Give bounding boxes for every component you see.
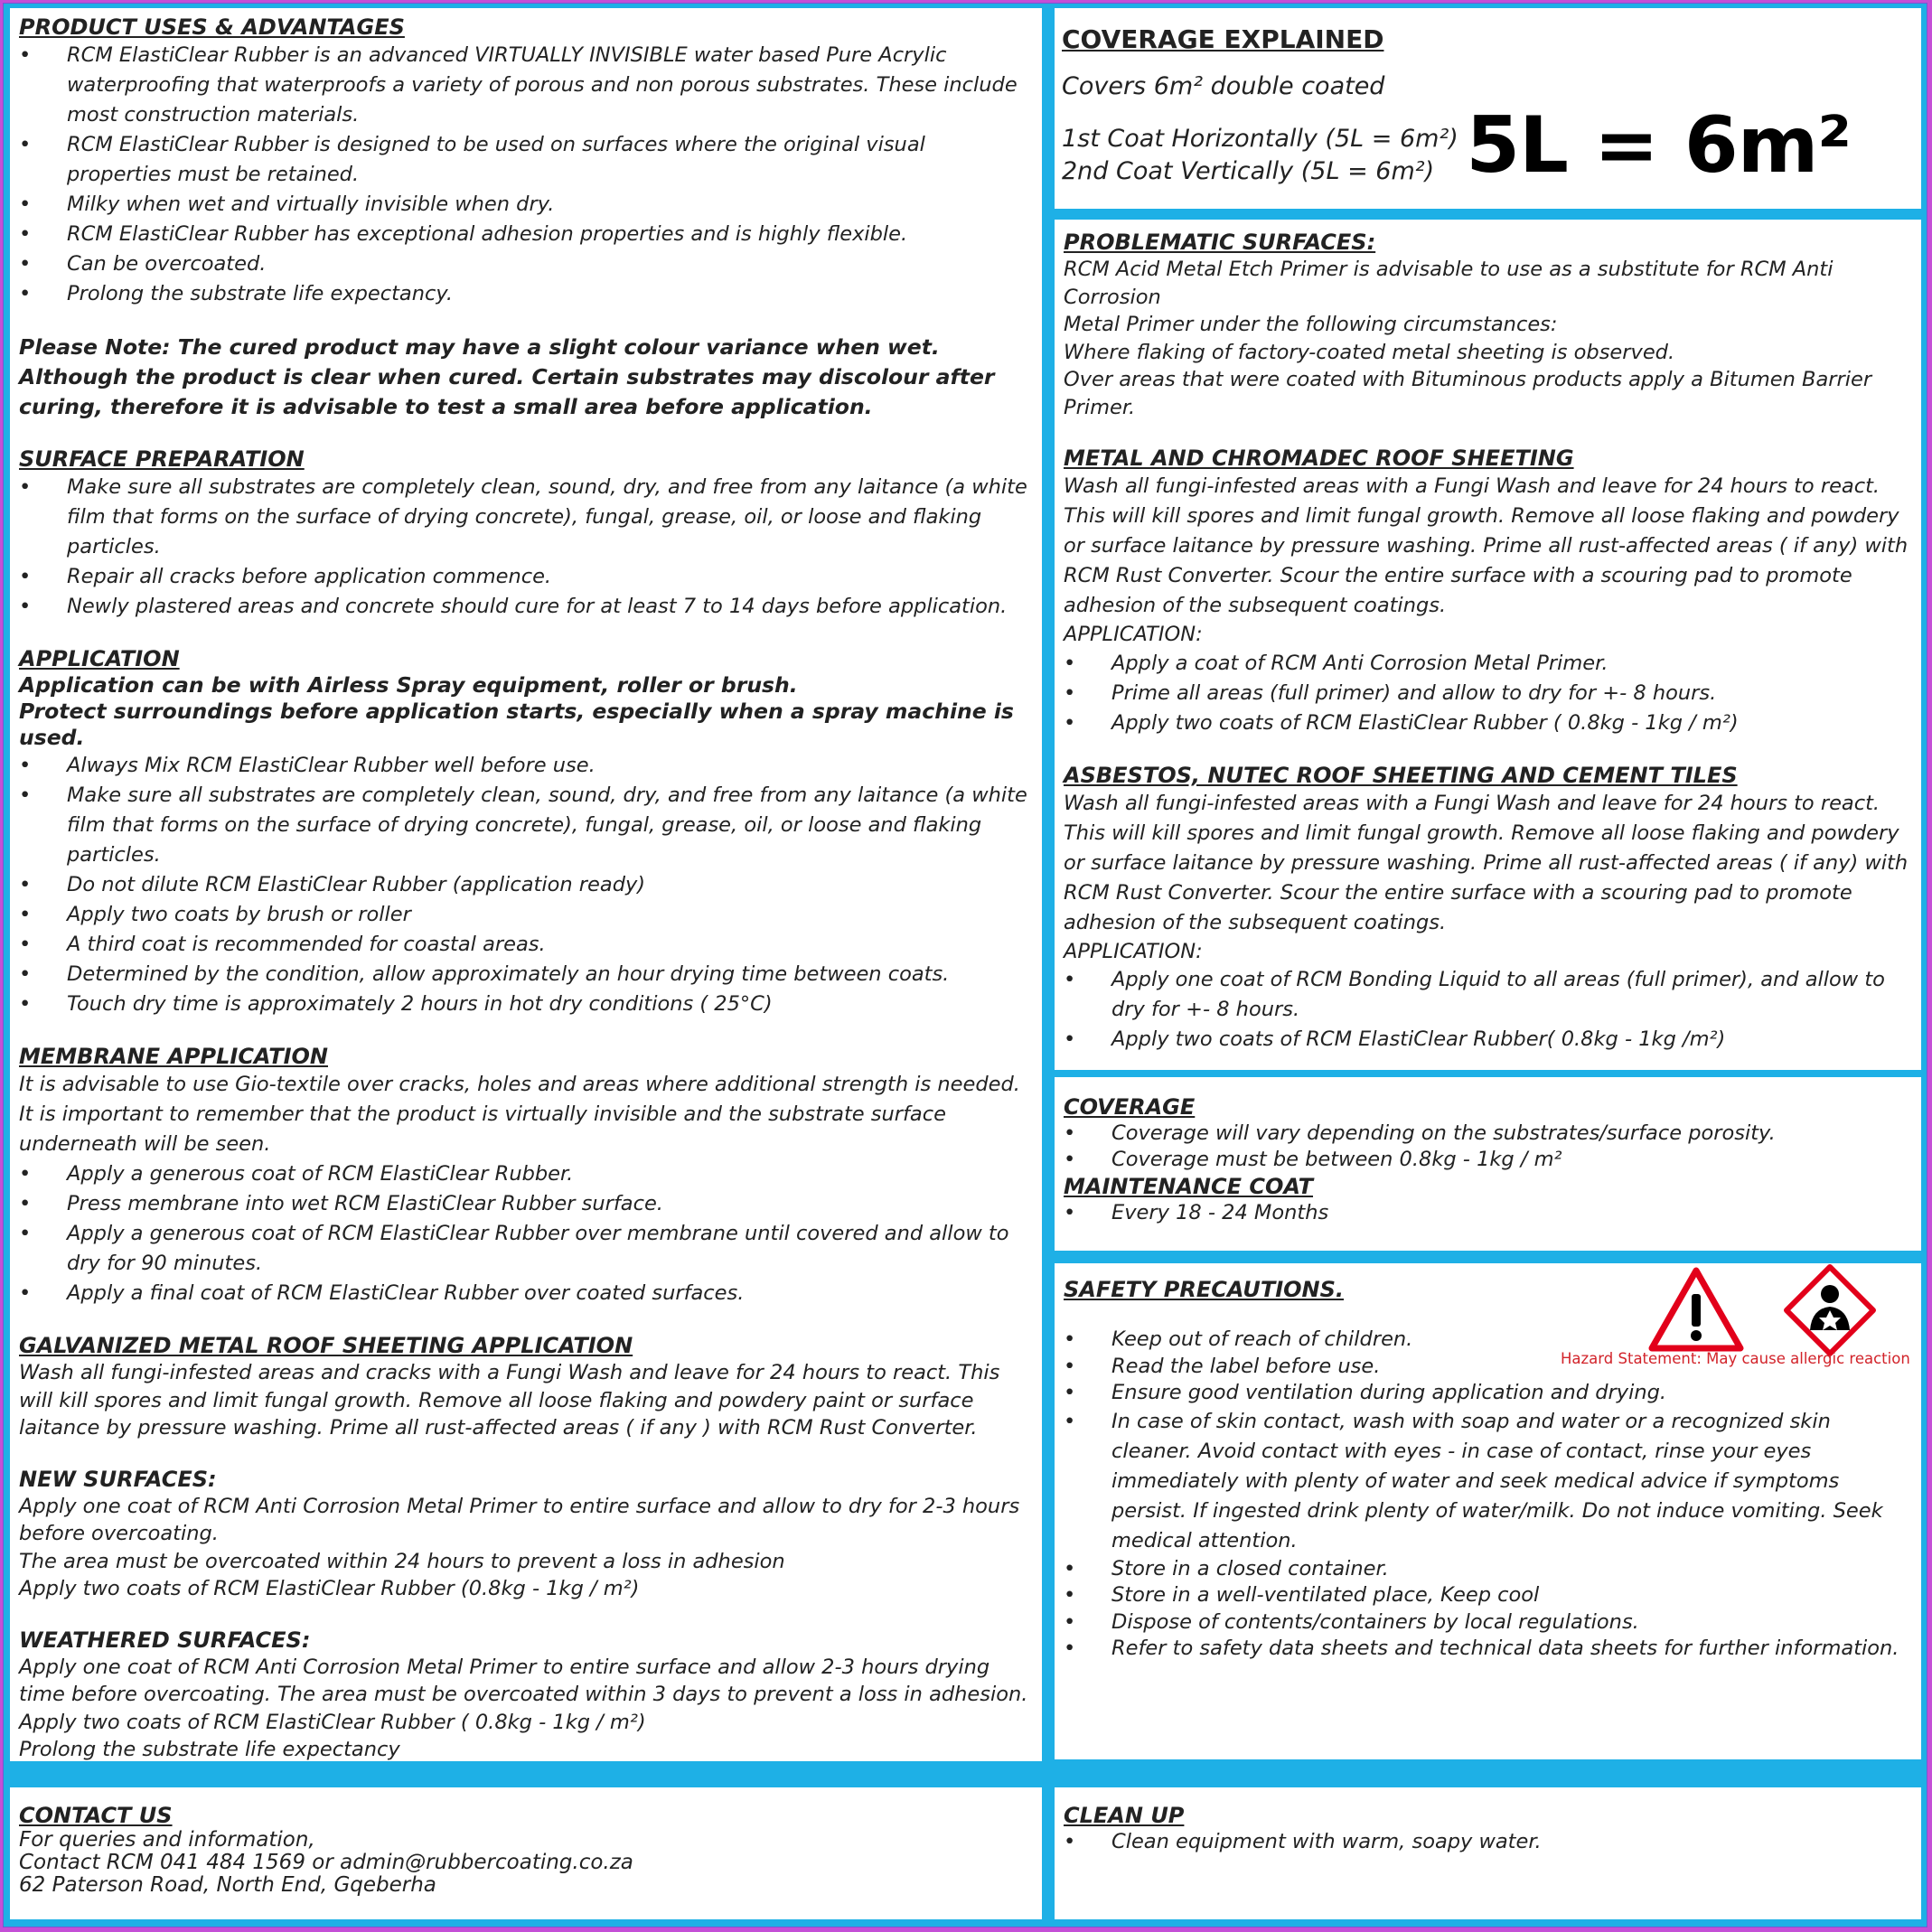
list-item: • Coverage will vary depending on the substrates/surface porosity. — [1064, 1121, 1912, 1147]
spacer — [1064, 738, 1912, 762]
list-item: • Can be overcoated. — [19, 249, 1033, 279]
new-surfaces-line: Apply one coat of RCM Anti Corrosion Metal Primer to entire surface and allow to dry for 2-3 hours before overcoating. — [19, 1494, 1020, 1545]
safety-panel — [1055, 1263, 1921, 1759]
list-item: • Always Mix RCM ElastiClear Rubber well before use. — [19, 751, 1033, 781]
metal-roof-heading: METAL AND CHROMADEC ROOF SHEETING — [1064, 445, 1574, 471]
problematic-line: Metal Primer under the following circumstances: — [1064, 313, 1558, 336]
coverage-line: 2nd Coat Vertically (5L = 6m²) — [1062, 157, 1435, 185]
metal-roof-text: Wash all fungi-infested areas with a Fungi Wash and leave for 24 hours to react. This will kill spores and limit fungal growth. Remove all loose flaking and powdery or surface laitance by pressure washing. Prime all rust-affected areas ( if any) with RCM Rust Converter. Scour the entire surface with a scouring pad to promote adhesion of the subsequent coatings. — [1064, 474, 1909, 617]
cleanup-list — [1064, 1829, 1912, 1854]
list-item: • RCM ElastiClear Rubber is designed to be used on surfaces where the original visual properties must be retained. — [19, 130, 1033, 190]
contact-panel — [10, 1787, 1042, 1919]
coverage-panel — [1055, 1077, 1921, 1251]
list-item: • Apply two coats of RCM ElastiClear Rubber( 0.8kg - 1kg /m²) — [1064, 1025, 1912, 1055]
spacer — [19, 309, 1033, 333]
application-list — [19, 751, 1033, 1019]
list-item: • Apply two coats of RCM ElastiClear Rubber ( 0.8kg - 1kg / m²) — [1064, 708, 1912, 738]
application-heading: APPLICATION — [19, 646, 180, 671]
membrane-intro: It is advisable to use Gio-textile over cracks, holes and areas where additional strength is needed. It is important to remember that the product is virtually invisible and the substrate surface underneath will be seen. — [19, 1073, 1020, 1156]
new-surfaces-heading: NEW SURFACES: — [19, 1466, 217, 1492]
galvanized-heading: GALVANIZED METAL ROOF SHEETING APPLICATION — [19, 1333, 633, 1358]
weathered-line: Apply one coat of RCM Anti Corrosion Metal Primer to entire surface and allow 2-3 hours drying time before overcoating. The area must be overcoated within 3 days to prevent a loss in adhesion. — [19, 1655, 1028, 1706]
list-item: • Newly plastered areas and concrete should cure for at least 7 to 14 days before application. — [19, 592, 1033, 622]
list-item: • Repair all cracks before application commence. — [19, 562, 1033, 592]
spacer — [1064, 421, 1912, 445]
health-hazard-icon — [1783, 1263, 1877, 1357]
membrane-list — [19, 1159, 1033, 1308]
problematic-panel — [1055, 220, 1921, 1070]
product-uses-heading: PRODUCT USES & ADVANTAGES — [19, 14, 405, 40]
list-item: • Do not dilute RCM ElastiClear Rubber (application ready) — [19, 870, 1033, 900]
list-item: • Make sure all substrates are completely clean, sound, dry, and free from any laitance (a white film that forms on the surface of drying concrete), fungal, grease, oil, or loose and flaking particles. — [19, 781, 1033, 870]
coverage-list — [1064, 1121, 1912, 1173]
list-item: • Every 18 - 24 Months — [1064, 1200, 1912, 1226]
list-item: • Apply a coat of RCM Anti Corrosion Metal Primer. — [1064, 649, 1912, 679]
metal-roof-app-label: APPLICATION: — [1064, 623, 1203, 646]
hazard-statement: Hazard Statement: May cause allergic reaction — [1561, 1350, 1910, 1367]
coverage-explained-heading: COVERAGE EXPLAINED — [1062, 24, 1384, 54]
list-item: • Ensure good ventilation during application and drying. — [1064, 1380, 1912, 1407]
maintenance-heading: MAINTENANCE COAT — [1064, 1174, 1314, 1199]
coverage-line: Covers 6m² double coated — [1062, 72, 1385, 100]
contact-line: Contact RCM 041 484 1569 or admin@rubbercoating.co.za — [19, 1851, 633, 1874]
weathered-heading: WEATHERED SURFACES: — [19, 1627, 311, 1653]
coverage-big-figure: 5L = 6m² — [1466, 100, 1851, 191]
list-item: • Apply a generous coat of RCM ElastiClear Rubber over membrane until covered and allow to dry for 90 minutes. — [19, 1219, 1033, 1279]
please-note: Please Note: The cured product may have a slight colour variance when wet. Although the product is clear when cured. Certain substrates may discolour after curing, therefore it is advisable to test a small area before application. — [19, 334, 995, 419]
weathered-line: Prolong the substrate life expectancy — [19, 1738, 400, 1761]
application-bold-1: Application can be with Airless Spray equipment, roller or brush. — [19, 672, 798, 698]
problematic-line: Where flaking of factory-coated metal sheeting is observed. — [1064, 340, 1675, 364]
list-item: • Make sure all substrates are completely clean, sound, dry, and free from any laitance (a white film that forms on the surface of drying concrete), fungal, grease, oil, or loose and flaking particles. — [19, 473, 1033, 562]
list-item: • Apply a generous coat of RCM ElastiClear Rubber. — [19, 1159, 1033, 1189]
application-bold-2: Protect surroundings before application starts, especially when a spray machine is used. — [19, 699, 1014, 750]
galvanized-text: Wash all fungi-infested areas and cracks with a Fungi Wash and leave for 24 hours to react. This will kill spores and limit fungal growth. Remove all loose flaking and powdery paint or surface laitance by pressure washing. Prime all rust-affected areas ( if any ) with RCM Rust Converter. — [19, 1361, 1000, 1440]
maintenance-list — [1064, 1200, 1912, 1226]
left-panel — [10, 8, 1042, 1761]
safety-list — [1064, 1327, 1912, 1663]
product-uses-list — [19, 41, 1033, 309]
asbestos-text: Wash all fungi-infested areas with a Fungi Wash and leave for 24 hours to react. This will kill spores and limit fungal growth. Remove all loose flaking and powdery or surface laitance by pressure washing. Prime all rust-affected areas ( if any) with RCM Rust Converter. Scour the entire surface with a scouring pad to promote adhesion of the subsequent coatings. — [1064, 791, 1909, 934]
coverage-line: 1st Coat Horizontally (5L = 6m²) — [1062, 125, 1458, 153]
membrane-heading: MEMBRANE APPLICATION — [19, 1044, 328, 1069]
list-item: • In case of skin contact, wash with soap and water or a recognized skin cleaner. Avoid contact with eyes - in case of contact, rinse your eyes immediately with plenty of water and seek medical advice if symptoms persist. If ingested drink plenty of water/milk. Do not induce vomiting. Seek medical attention. — [1064, 1407, 1912, 1556]
spacer — [19, 622, 1033, 645]
asbestos-list — [1064, 965, 1912, 1055]
list-item: • Touch dry time is approximately 2 hours in hot dry conditions ( 25°C) — [19, 989, 1033, 1019]
cleanup-panel — [1055, 1787, 1921, 1919]
contact-line: For queries and information, — [19, 1828, 315, 1852]
list-item: • Milky when wet and virtually invisible when dry. — [19, 190, 1033, 220]
contact-heading: CONTACT US — [19, 1803, 173, 1828]
list-item: • Determined by the condition, allow approximately an hour drying time between coats. — [19, 960, 1033, 989]
list-item: • Apply two coats by brush or roller — [19, 900, 1033, 930]
list-item: • A third coat is recommended for coastal areas. — [19, 930, 1033, 960]
list-item: • Store in a well-ventilated place, Keep cool — [1064, 1582, 1912, 1609]
spacer — [19, 1603, 1033, 1627]
problematic-line: RCM Acid Metal Etch Primer is advisable to use as a substitute for RCM Anti Corrosion — [1064, 258, 1834, 309]
problematic-heading: PROBLEMATIC SURFACES: — [1064, 230, 1376, 255]
list-item: • Keep out of reach of children. — [1064, 1327, 1912, 1354]
list-item: • Prime all areas (full primer) and allow to dry for +- 8 hours. — [1064, 679, 1912, 708]
new-surfaces-line: Apply two coats of RCM ElastiClear Rubber (0.8kg - 1kg / m²) — [19, 1577, 640, 1600]
warning-icon — [1648, 1267, 1744, 1352]
spacer — [19, 1019, 1033, 1043]
weathered-line: Apply two coats of RCM ElastiClear Rubber ( 0.8kg - 1kg / m²) — [19, 1710, 646, 1734]
spacer — [19, 422, 1033, 445]
spacer — [19, 1308, 1033, 1332]
metal-roof-list — [1064, 649, 1912, 738]
list-item: • Coverage must be between 0.8kg - 1kg / m² — [1064, 1147, 1912, 1173]
safety-heading: SAFETY PRECAUTIONS. — [1064, 1277, 1345, 1302]
problematic-line: Over areas that were coated with Bituminous products apply a Bitumen Barrier Primer. — [1064, 368, 1872, 419]
list-item: • RCM ElastiClear Rubber is an advanced VIRTUALLY INVISIBLE water based Pure Acrylic waterproofing that waterproofs a variety of porous and non porous substrates. These include most construction materials. — [19, 41, 1033, 130]
list-item: • RCM ElastiClear Rubber has exceptional adhesion properties and is highly flexible. — [19, 220, 1033, 249]
list-item: • Apply a final coat of RCM ElastiClear Rubber over coated surfaces. — [19, 1279, 1033, 1308]
list-item: • Store in a closed container. — [1064, 1556, 1912, 1583]
surface-prep-list — [19, 473, 1033, 622]
coverage-explained-panel — [1055, 8, 1921, 209]
surface-prep-heading: SURFACE PREPARATION — [19, 446, 305, 472]
list-item: • Press membrane into wet RCM ElastiClear Rubber surface. — [19, 1189, 1033, 1219]
cleanup-heading: CLEAN UP — [1064, 1803, 1185, 1828]
list-item: • Prolong the substrate life expectancy. — [19, 279, 1033, 309]
contact-line: 62 Paterson Road, North End, Gqeberha — [19, 1873, 436, 1897]
list-item: • Apply one coat of RCM Bonding Liquid to all areas (full primer), and allow to dry for +- 8 hours. — [1064, 965, 1912, 1025]
list-item: • Refer to safety data sheets and technical data sheets for further information. — [1064, 1636, 1912, 1663]
list-item: • Dispose of contents/containers by local regulations. — [1064, 1609, 1912, 1637]
spacer — [19, 1442, 1033, 1466]
asbestos-app-label: APPLICATION: — [1064, 939, 1203, 963]
coverage-heading: COVERAGE — [1064, 1094, 1196, 1120]
new-surfaces-line: The area must be overcoated within 24 hours to prevent a loss in adhesion — [19, 1549, 785, 1573]
list-item: • Read the label before use. — [1064, 1354, 1912, 1381]
list-item: • Clean equipment with warm, soapy water. — [1064, 1829, 1912, 1854]
asbestos-heading: ASBESTOS, NUTEC ROOF SHEETING AND CEMENT TILES — [1064, 762, 1738, 788]
